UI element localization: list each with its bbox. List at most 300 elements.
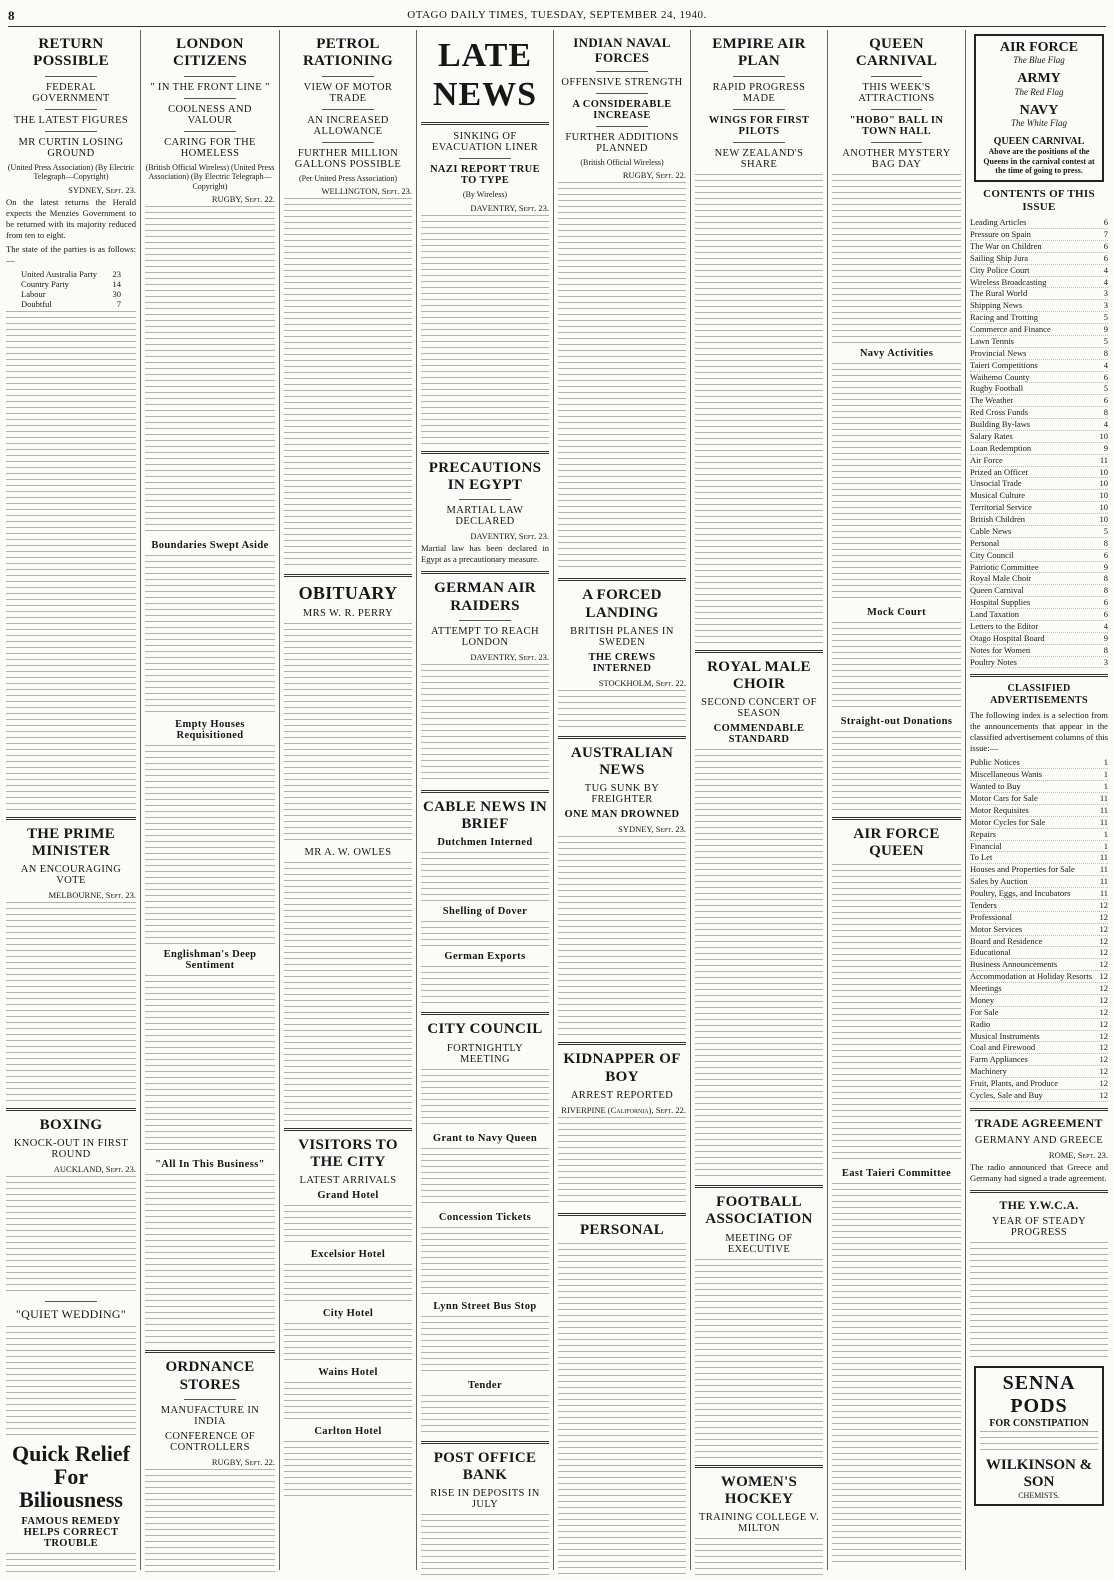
subheadline: GERMANY AND GREECE [974, 1134, 1104, 1146]
page-number: 8 [8, 8, 15, 23]
column-rule [553, 30, 554, 1570]
list-item [970, 478, 1108, 490]
list-item-label: Cable News [970, 525, 1012, 536]
article-text [832, 363, 961, 603]
headline: AIR FORCE QUEEN [853, 825, 940, 859]
list-item [970, 609, 1108, 621]
article-text [145, 745, 275, 945]
list-item-label: Money [970, 994, 995, 1005]
subheadline: FURTHER MILLION GALLONS POSSIBLE [294, 147, 402, 170]
list-item-page: 6 [1103, 395, 1108, 406]
dateline: SYDNEY, Sept. 23. [618, 824, 686, 835]
article-text [832, 864, 961, 1164]
list-item-page: 3 [1103, 300, 1108, 311]
list-item-page: 12 [1099, 1078, 1108, 1089]
list-item-page: 1 [1103, 828, 1108, 839]
subheadline: FURTHER ADDITIONS PLANNED [565, 131, 679, 154]
list-item [970, 372, 1108, 384]
dateline: WELLINGTON, Sept. 23. [321, 186, 412, 197]
column-8 [970, 30, 1108, 1576]
list-item-page: 3 [1103, 656, 1108, 667]
list-item-label: Rugby Football [970, 383, 1024, 394]
list-item-page: 8 [1103, 585, 1108, 596]
subheadline: MR CURTIN LOSING GROUND [18, 136, 124, 159]
article-text [284, 1323, 412, 1363]
list-item-label: City Police Court [970, 264, 1030, 275]
list-item-page: 12 [1099, 1018, 1108, 1029]
table-row: Country Party 14 [21, 278, 121, 289]
list-item [970, 829, 1108, 841]
list-item-label: Machinery [970, 1066, 1007, 1077]
list-item [970, 876, 1108, 888]
list-item-label: Loan Redemption [970, 442, 1032, 453]
list-item-label: The Weather [970, 395, 1014, 406]
column-6 [695, 30, 823, 1576]
crosshead: Shelling of Dover [442, 906, 528, 918]
list-item [970, 924, 1108, 936]
list-item [970, 657, 1108, 669]
dateline: DAVENTRY, Sept. 23. [470, 531, 549, 542]
list-item [970, 852, 1108, 864]
column-rule [140, 30, 141, 1570]
list-item-label: Motor Requisites [970, 804, 1029, 815]
dateline: RUGBY, Sept. 22. [211, 1456, 275, 1467]
list-item [970, 277, 1108, 289]
crosshead: Boundaries Swept Aside [151, 540, 269, 552]
ad-text [6, 1553, 136, 1576]
headline: CABLE NEWS IN BRIEF [423, 798, 547, 833]
list-item-label: Meetings [970, 983, 1002, 994]
crosshead: Straight-out Donations [840, 715, 953, 727]
list-item [970, 312, 1108, 324]
subheadline: WINGS FOR FIRST PILOTS [708, 114, 810, 137]
list-item-page: 12 [1099, 911, 1108, 922]
list-item-page: 12 [1099, 971, 1108, 982]
article-text [695, 749, 823, 1179]
column-2 [145, 30, 275, 1576]
subheadline: CONFERENCE OF CONTROLLERS [164, 1430, 256, 1453]
list-item-page: 11 [1099, 793, 1108, 804]
list-item [970, 241, 1108, 253]
list-item-label: Board and Residence [970, 935, 1043, 946]
list-item [970, 983, 1108, 995]
article-text [695, 174, 823, 644]
column-5 [558, 30, 686, 1576]
article-intro: On the latest returns the Herald expects the Menzies Government to be returned with its majority reduced from ten to eight. [6, 196, 136, 240]
article-text [558, 1117, 686, 1207]
list-item-page: 10 [1099, 478, 1108, 489]
ad-line: SENNA PODS [1002, 1372, 1076, 1418]
list-item-label: Poultry, Eggs, and Incubators [970, 888, 1071, 899]
subheadline: OFFENSIVE STRENGTH [561, 76, 683, 88]
list-item-label: Fruit, Plants, and Produce [970, 1078, 1059, 1089]
list-item-page: 10 [1099, 430, 1108, 441]
list-item-page: 6 [1103, 371, 1108, 382]
subheadline: THIS WEEK'S ATTRACTIONS [858, 81, 935, 104]
list-item-page: 12 [1099, 947, 1108, 958]
article-text [970, 1242, 1108, 1362]
list-item-label: Unsocial Trade [970, 478, 1022, 489]
list-item-page: 6 [1103, 240, 1108, 251]
list-item [970, 888, 1108, 900]
headline: RETURN POSSIBLE [33, 36, 109, 70]
list-item-label: Professional [970, 911, 1013, 922]
list-item [970, 1007, 1108, 1019]
ad-text: Above are the positions of the Queens in the carnival contest at the time of going to press. [983, 147, 1095, 176]
list-item-label: Territorial Service [970, 502, 1032, 513]
subheadline: MEETING OF EXECUTIVE [725, 1232, 793, 1255]
article-text [284, 623, 412, 843]
article-text [421, 1395, 549, 1435]
list-item-page: 11 [1099, 816, 1108, 827]
list-item-page: 9 [1103, 442, 1108, 453]
subheadline: CARING FOR THE HOMELESS [164, 136, 256, 159]
ad-line: FOR CONSTIPATION [989, 1418, 1089, 1430]
list-item-label: Musical Culture [970, 490, 1026, 501]
list-item-label: Waihemo County [970, 371, 1030, 382]
list-item-page: 6 [1103, 597, 1108, 608]
article-text [145, 1174, 275, 1344]
subheadline: RAPID PROGRESS MADE [712, 81, 806, 104]
headline: KIDNAPPER OF BOY [563, 1051, 681, 1085]
dateline: RUGBY, Sept. 22. [211, 194, 275, 205]
ad-line: NAVY [1019, 102, 1059, 118]
article-text [421, 1227, 549, 1297]
list-item-label: Royal Male Choir [970, 573, 1032, 584]
list-item-label: Leading Articles [970, 217, 1027, 228]
subheadline: VIEW OF MOTOR TRADE [303, 81, 393, 104]
headline: CITY COUNCIL [427, 1021, 543, 1038]
dateline: DAVENTRY, Sept. 23. [470, 202, 549, 213]
table-row: Doubtful 7 [21, 298, 121, 309]
list-item-page: 10 [1099, 502, 1108, 513]
list-item-label: Land Taxation [970, 609, 1020, 620]
subheadline: SINKING OF EVACUATION LINER [431, 131, 539, 154]
list-item-label: Cycles, Sale and Buy [970, 1089, 1043, 1100]
article-text [832, 174, 961, 344]
list-item [970, 971, 1108, 983]
subheadline: ATTEMPT TO REACH LONDON [431, 625, 539, 648]
list-item-page: 8 [1103, 537, 1108, 548]
list-item-page: 4 [1103, 276, 1108, 287]
subheadline: YEAR OF STEADY PROGRESS [991, 1216, 1087, 1239]
column-4 [421, 30, 549, 1576]
subheadline: FORTNIGHTLY MEETING [446, 1042, 524, 1065]
subheadline: A CONSIDERABLE INCREASE [572, 98, 672, 121]
list-item-page: 6 [1103, 217, 1108, 228]
crosshead: "All In This Business" [155, 1159, 265, 1171]
list-item [970, 936, 1108, 948]
article-text [284, 862, 412, 1122]
list-item [970, 431, 1108, 443]
queen-carnival-ad [974, 34, 1104, 182]
list-item-page: 1 [1103, 781, 1108, 792]
article-text: The state of the parties is as follows:— [6, 243, 136, 265]
list-item-page: 11 [1099, 876, 1108, 887]
hotel-name: City Hotel [322, 1308, 374, 1320]
subheadline: COMMENDABLE STANDARD [713, 723, 805, 745]
toc-title: CONTENTS OF THIS ISSUE [983, 187, 1095, 213]
list-item-label: Shipping News [970, 300, 1023, 311]
list-item-page: 12 [1099, 1042, 1108, 1053]
article-text [421, 1148, 549, 1208]
list-item-page: 12 [1099, 959, 1108, 970]
list-item-page: 5 [1103, 312, 1108, 323]
list-item [970, 502, 1108, 514]
headline: TRADE AGREEMENT [975, 1115, 1103, 1130]
list-item [970, 793, 1108, 805]
wire-credit: (British Official Wireless) (United Press Association) (By Electric Telegraph—Copyright) [145, 162, 275, 191]
list-item-page: 1 [1103, 769, 1108, 780]
column-rule [416, 30, 417, 1570]
list-item-page: 6 [1103, 609, 1108, 620]
wire-credit: (British Official Wireless) [580, 157, 664, 167]
list-item-page: 9 [1103, 324, 1108, 335]
list-item-page: 4 [1103, 264, 1108, 275]
list-item-label: Pressure on Spain [970, 229, 1031, 240]
list-item-label: British Children [970, 514, 1026, 525]
list-item-label: Public Notices [970, 757, 1020, 768]
column-7 [832, 30, 961, 1576]
headline: LONDON CITIZENS [172, 36, 248, 70]
list-item [970, 947, 1108, 959]
list-item-page: 11 [1099, 888, 1108, 899]
list-item [970, 443, 1108, 455]
article-text [284, 1441, 412, 1501]
list-item [970, 959, 1108, 971]
list-item-page: 11 [1099, 804, 1108, 815]
list-item-page: 8 [1103, 407, 1108, 418]
list-item-page: 7 [1103, 229, 1108, 240]
table-row: Labour 30 [21, 288, 121, 299]
list-item [970, 348, 1108, 360]
column-rule [965, 30, 966, 1570]
list-item [970, 1090, 1108, 1102]
list-item [970, 217, 1108, 229]
list-item-page: 9 [1103, 632, 1108, 643]
dateline: MELBOURNE, Sept. 23. [48, 890, 136, 901]
list-item [970, 229, 1108, 241]
dateline: RIVERPINE (California), Sept. 22. [561, 1104, 686, 1115]
headline: EMPIRE AIR PLAN [712, 36, 806, 70]
ad-line: WILKINSON & SON [985, 1457, 1093, 1491]
party-table [19, 269, 123, 309]
list-item-page: 3 [1103, 288, 1108, 299]
subheadline: TUG SUNK BY FREIGHTER [584, 783, 660, 806]
crosshead: East Taieri Committee [841, 1168, 952, 1179]
list-item [970, 781, 1108, 793]
article-text [6, 902, 136, 1102]
article-text [284, 1264, 412, 1304]
headline: INDIAN NAVAL FORCES [573, 35, 671, 65]
dateline: RUGBY, Sept. 22. [622, 170, 686, 181]
list-item-label: Motor Services [970, 923, 1023, 934]
list-item [970, 288, 1108, 300]
list-item [970, 585, 1108, 597]
article-text [832, 731, 961, 811]
list-item-page: 12 [1099, 899, 1108, 910]
crosshead: Englishman's Deep Sentiment [163, 949, 257, 972]
list-item [970, 621, 1108, 633]
headline: QUEEN CARNIVAL [855, 36, 938, 70]
late-news-banner: LATE NEWS [432, 37, 538, 114]
toc-list [970, 217, 1108, 668]
list-item [970, 633, 1108, 645]
subheadline: BRITISH PLANES IN SWEDEN [570, 625, 674, 648]
list-item [970, 757, 1108, 769]
article-text: Martial law has been declared in Egypt as a precautionary measure. [421, 543, 549, 565]
list-item [970, 912, 1108, 924]
ad-line: ARMY [1017, 71, 1061, 87]
hotel-name: Carlton Hotel [314, 1426, 382, 1438]
senna-pods-ad [974, 1366, 1104, 1506]
list-item-label: Radio [970, 1018, 991, 1029]
crosshead: Navy Activities [859, 347, 934, 359]
column-1 [6, 30, 136, 1576]
subheadline: "HOBO" BALL IN TOWN HALL [849, 114, 944, 137]
list-item-label: Hospital Supplies [970, 597, 1031, 608]
list-item-label: The War on Children [970, 240, 1042, 251]
subheadline: ONE MAN DROWNED [564, 809, 680, 821]
list-item-page: 8 [1103, 347, 1108, 358]
list-item [970, 1019, 1108, 1031]
subheadline: ANOTHER MYSTERY BAG DAY [842, 147, 951, 170]
crosshead: German Exports [444, 951, 526, 963]
list-item-page: 8 [1103, 644, 1108, 655]
obituary-name: MR A. W. OWLES [304, 846, 392, 858]
list-item-page: 10 [1099, 490, 1108, 501]
article-text [145, 975, 275, 1155]
ad-line: The Blue Flag [1013, 55, 1065, 66]
list-item-label: Motor Cars for Sale [970, 793, 1038, 804]
list-item-page: 5 [1103, 335, 1108, 346]
column-rule [827, 30, 828, 1570]
list-item [970, 1066, 1108, 1078]
list-item [970, 336, 1108, 348]
list-item-page: 11 [1099, 852, 1108, 863]
article-text [145, 1469, 275, 1576]
list-item-page: 12 [1099, 1066, 1108, 1077]
dateline: AUCKLAND, Sept. 23. [53, 1164, 136, 1175]
article-text [558, 182, 686, 572]
article-text [6, 1176, 136, 1296]
crosshead: Concession Tickets [438, 1211, 532, 1223]
list-item-page: 6 [1103, 252, 1108, 263]
list-item [970, 841, 1108, 853]
article-text: The radio announced that Greece and Germany had signed a trade agreement. [970, 1161, 1108, 1183]
list-item [970, 538, 1108, 550]
crosshead: Dutchmen Interned [437, 837, 533, 849]
headline: GERMAN AIR RAIDERS [434, 580, 536, 614]
article-text [284, 1382, 412, 1422]
list-item-label: Provincial News [970, 347, 1027, 358]
list-item [970, 769, 1108, 781]
classified-list [970, 757, 1108, 1101]
headline: POST OFFICE BANK [433, 1449, 537, 1483]
wire-credit: (United Press Association) (By Electric Telegraph—Copyright) [7, 162, 135, 182]
article-text [695, 1538, 823, 1576]
article-text [421, 852, 549, 902]
list-item [970, 324, 1108, 336]
list-item [970, 467, 1108, 479]
list-item [970, 407, 1108, 419]
subheadline: AN ENCOURAGING VOTE [20, 864, 122, 887]
list-item-page: 11 [1099, 454, 1108, 465]
list-item [970, 514, 1108, 526]
list-item-label: Musical Instruments [970, 1030, 1040, 1041]
article-text [6, 311, 136, 811]
dateline: STOCKHOLM, Sept. 22. [598, 677, 686, 688]
list-item-label: Letters to the Editor [970, 620, 1039, 631]
article-text [145, 555, 275, 715]
subheadline: NEW ZEALAND'S SHARE [714, 147, 804, 170]
headline: WOMEN'S HOCKEY [720, 1473, 798, 1507]
list-item-page: 5 [1103, 383, 1108, 394]
subheadline: MARTIAL LAW DECLARED [446, 505, 524, 528]
column-rule [279, 30, 280, 1570]
subheadline: AN INCREASED ALLOWANCE [307, 114, 389, 137]
article-text [421, 1514, 549, 1576]
list-item-label: Wanted to Buy [970, 781, 1021, 792]
table-row: United Australia Party 23 [21, 268, 121, 279]
list-item-label: For Sale [970, 1006, 999, 1017]
list-item-page: 9 [1103, 561, 1108, 572]
ad-subheadline: FAMOUS REMEDY HELPS CORRECT TROUBLE [21, 1515, 121, 1549]
hotel-name: Excelsior Hotel [310, 1249, 386, 1261]
list-item [970, 395, 1108, 407]
headline: A FORCED LANDING [582, 587, 662, 621]
list-item [970, 550, 1108, 562]
headline: THE Y.W.C.A. [999, 1197, 1079, 1212]
list-item-page: 12 [1099, 994, 1108, 1005]
crosshead: Grant to Navy Queen [432, 1132, 538, 1144]
list-item [970, 1054, 1108, 1066]
list-item-label: Patriotic Committee [970, 561, 1039, 572]
list-item [970, 864, 1108, 876]
headline: FOOTBALL ASSOCIATION [705, 1194, 813, 1228]
list-item-label: Building By-laws [970, 419, 1031, 430]
headline: ROYAL MALE CHOIR [707, 658, 811, 692]
list-item-label: Educational [970, 947, 1011, 958]
classified-title: CLASSIFIED ADVERTISEMENTS [990, 683, 1088, 706]
list-item-label: Business Announcements [970, 959, 1058, 970]
list-item-label: Accommodation at Holiday Resorts [970, 971, 1093, 982]
list-item-label: Sailing Ship Jura [970, 252, 1029, 263]
article-text [421, 215, 549, 445]
subheadline: THE CREWS INTERNED [588, 651, 656, 674]
list-item [970, 1078, 1108, 1090]
article-text [558, 1243, 686, 1576]
list-item [970, 253, 1108, 265]
list-item-page: 12 [1099, 935, 1108, 946]
crosshead: Empty Houses Requisitioned [175, 719, 245, 742]
list-item-page: 5 [1103, 525, 1108, 536]
headline: OBITUARY [298, 583, 398, 604]
article-text [284, 198, 412, 568]
list-item [970, 995, 1108, 1007]
headline: PETROL RATIONING [303, 36, 393, 70]
list-item-label: Commerce and Finance [970, 324, 1051, 335]
article-text [421, 966, 549, 1006]
article-text [421, 664, 549, 784]
list-item-page: 12 [1099, 983, 1108, 994]
list-item-label: Miscellaneous Wants [970, 769, 1043, 780]
list-item [970, 573, 1108, 585]
list-item [970, 360, 1108, 372]
list-item [970, 645, 1108, 657]
list-item-label: Lawn Tennis [970, 335, 1014, 346]
list-item [970, 300, 1108, 312]
